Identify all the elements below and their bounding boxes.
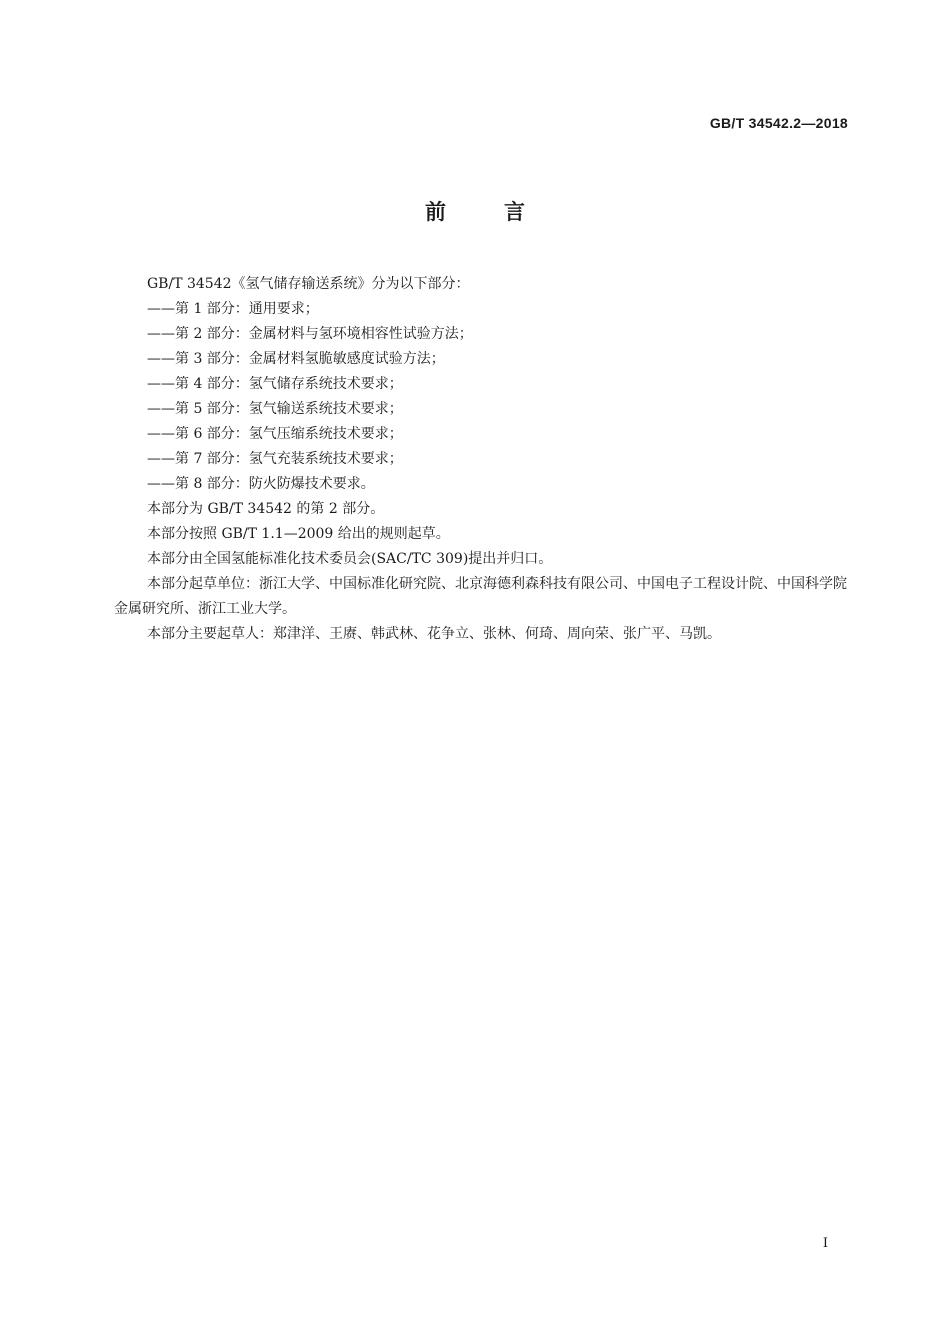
list-item: ——第 3 部分：金属材料氢脆敏感度试验方法；: [147, 351, 445, 367]
standard-number: GB/T 34542.2—2018: [709, 115, 848, 131]
paragraph: 本部分按照 GB/T 1.1—2009 给出的规则起草。: [147, 526, 450, 542]
paragraph: 本部分由全国氢能标准化技术委员会(SAC/TC 309)提出并归口。: [147, 551, 553, 567]
list-item: ——第 1 部分：通用要求；: [147, 301, 319, 317]
paragraph-drafters: 本部分主要起草人：郑津洋、王赓、韩武林、花争立、张林、何琦、周向荣、张广平、马凯。: [147, 626, 721, 642]
page-title: 前言: [425, 200, 583, 224]
list-item: ——第 6 部分：氢气压缩系统技术要求；: [147, 426, 403, 442]
page-number: I: [822, 1236, 828, 1251]
foreword-body: [114, 272, 850, 647]
paragraph: GB/T 34542《氢气储存输送系统》分为以下部分：: [147, 276, 470, 292]
paragraph-drafting-units: 本部分起草单位：浙江大学、中国标准化研究院、北京海德利森科技有限公司、中国电子工程设计院、中国科学院金属研究所、浙江工业大学。: [114, 576, 847, 617]
list-item: ——第 4 部分：氢气储存系统技术要求；: [147, 376, 403, 392]
list-item: ——第 8 部分：防火防爆技术要求。: [147, 476, 375, 492]
list-item: ——第 7 部分：氢气充装系统技术要求；: [147, 451, 403, 467]
paragraph: 本部分为 GB/T 34542 的第 2 部分。: [147, 501, 385, 517]
list-item: ——第 2 部分：金属材料与氢环境相容性试验方法；: [147, 326, 473, 342]
list-item: ——第 5 部分：氢气输送系统技术要求；: [147, 401, 403, 417]
